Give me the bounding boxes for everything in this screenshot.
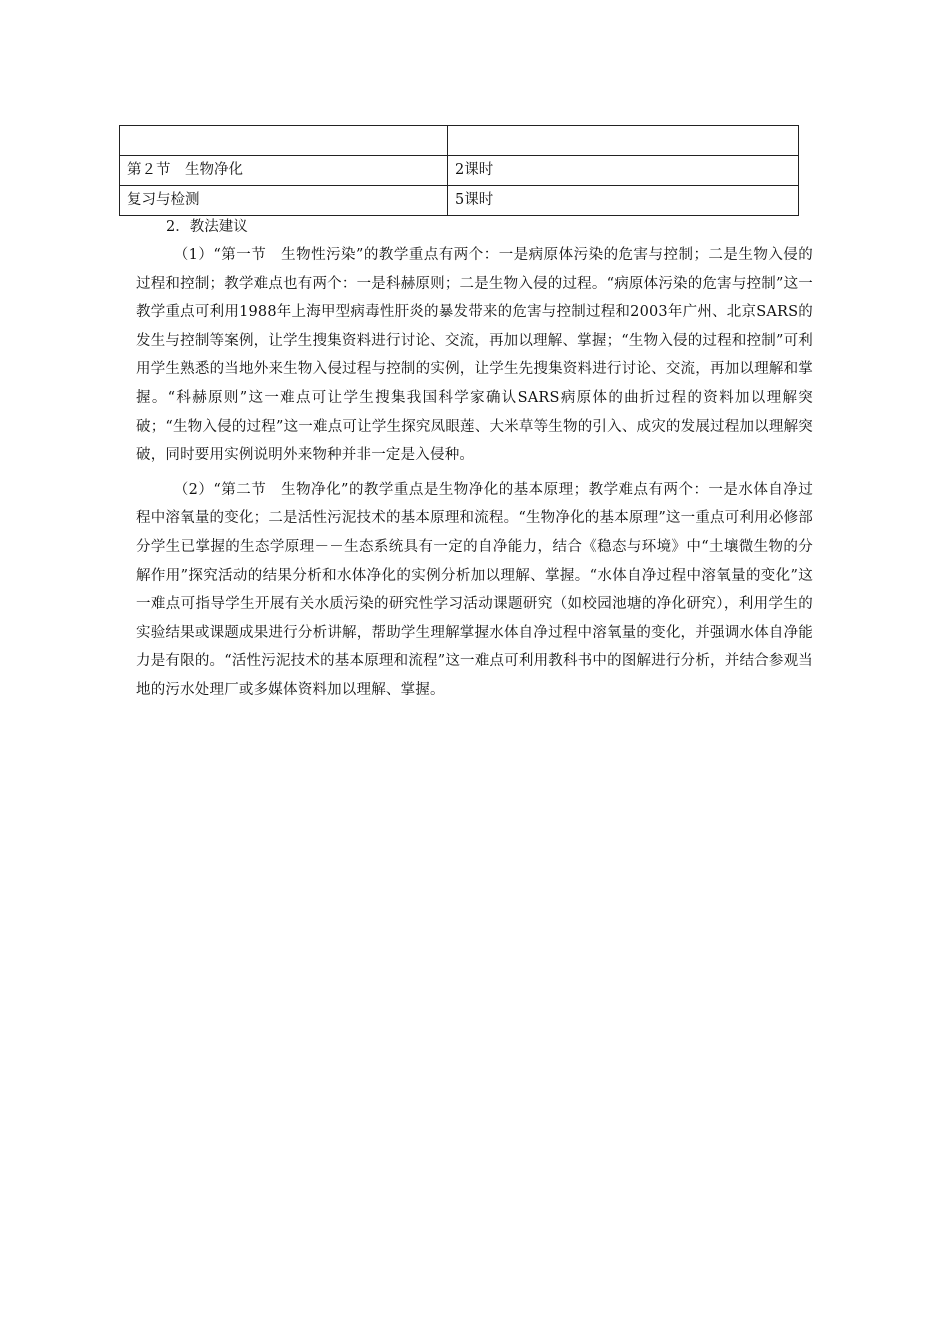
table-row (120, 186, 799, 216)
body-text (136, 241, 813, 711)
schedule-table (119, 125, 799, 216)
table-row (120, 156, 799, 186)
table-row (120, 126, 799, 156)
table-cell-hours (448, 126, 799, 156)
section-heading: 2．教法建议 (166, 219, 248, 235)
table-cell-hours: 5课时 (448, 186, 799, 216)
paragraph: （2）“第二节 生物净化”的教学重点是生物净化的基本原理；教学难点有两个：一是水体自净过程中溶氧量的变化；二是活性污泥技术的基本原理和流程。“生物净化的基本原理”这一重点可利用必修部分学生已掌握的生态学原理－－生态系统具有一定的自净能力，结合《稳态与环境》中“土壤微生物的分解作用”探究活动的结果分析和水体净化的实例分析加以理解、掌握。“水体自净过程中溶氧量的变化”这一难点可指导学生开展有关水质污染的研究性学习活动课题研究（如校园池塘的净化研究），利用学生的实验结果或课题成果进行分析讲解，帮助学生理解掌握水体自净过程中溶氧量的变化，并强调水体自净能力是有限的。“活性污泥技术的基本原理和流程”这一难点可利用教科书中的图解进行分析，并结合参观当地的污水处理厂或多媒体资料加以理解、掌握。 (136, 481, 813, 698)
table-cell-hours: 2课时 (448, 156, 799, 186)
paragraph: （1）“第一节 生物性污染”的教学重点有两个：一是病原体污染的危害与控制；二是生物入侵的过程和控制；教学难点也有两个：一是科赫原则；二是生物入侵的过程。“病原体污染的危害与控制”这一教学重点可利用1988年上海甲型病毒性肝炎的暴发带来的危害与控制过程和2003年广州、北京SARS的发生与控制等案例，让学生搜集资料进行讨论、交流，再加以理解、掌握；“生物入侵的过程和控制”可利用学生熟悉的当地外来生物入侵过程与控制的实例，让学生先搜集资料进行讨论、交流，再加以理解和掌握。“科赫原则”这一难点可让学生搜集我国科学家确认SARS病原体的曲折过程的资料加以理解突破；“生物入侵的过程”这一难点可让学生探究凤眼莲、大米草等生物的引入、成灾的发展过程加以理解突破，同时要用实例说明外来物种并非一定是入侵种。 (136, 247, 813, 464)
table-cell-section (120, 126, 448, 156)
table-cell-section: 复习与检测 (120, 186, 448, 216)
table-cell-section: 第２节 生物净化 (120, 156, 448, 186)
